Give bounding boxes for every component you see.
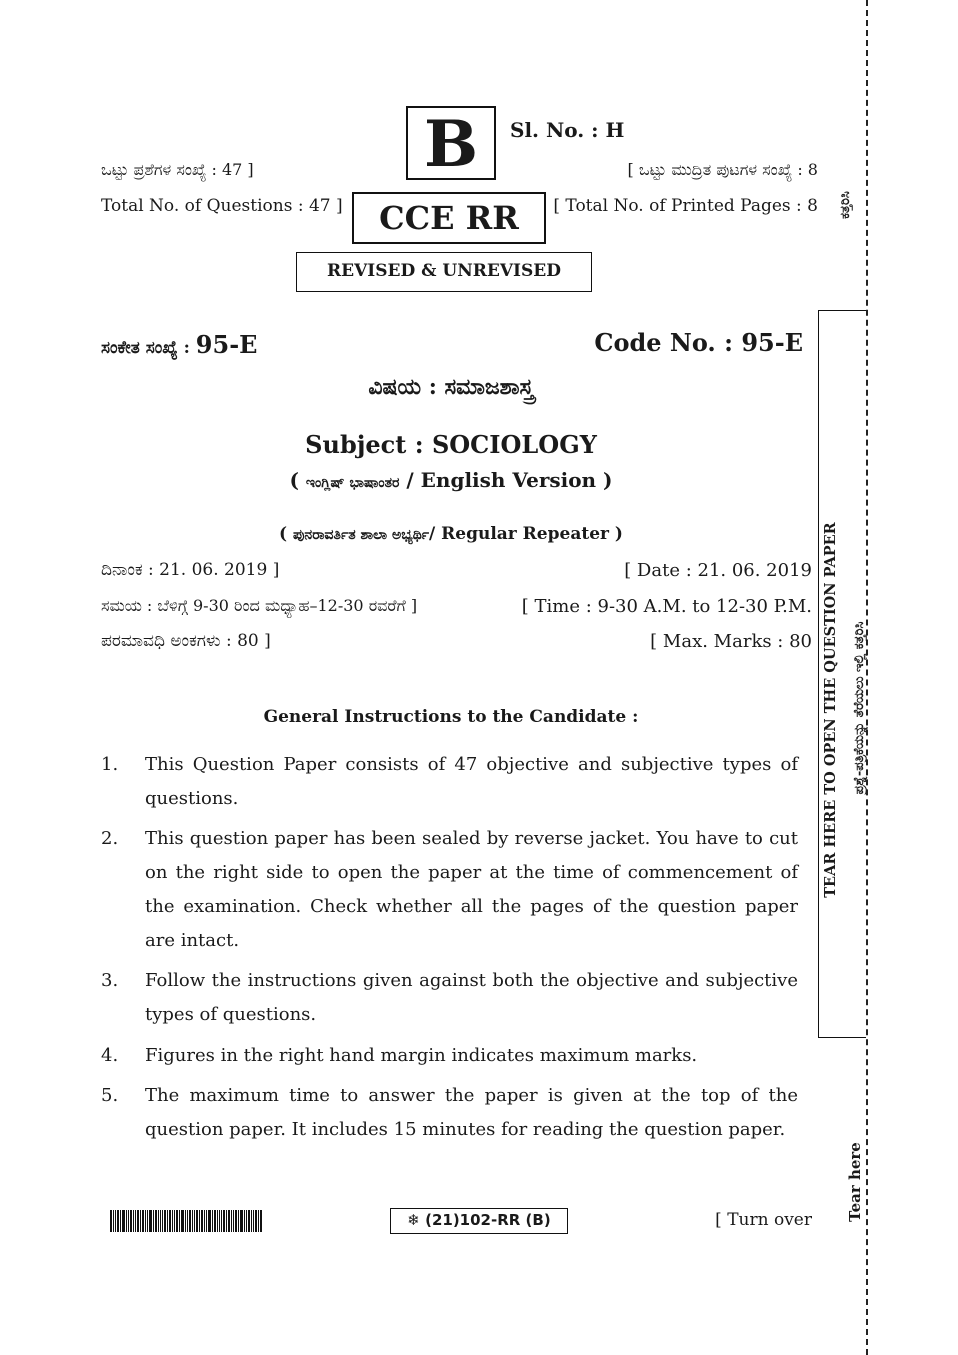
- turn-over-label: [ Turn over: [715, 1210, 812, 1230]
- max-marks-kannada: ಪರಮಾವಧಿ ಅಂಕಗಳು : 80 ]: [101, 631, 271, 651]
- printed-pages: [ Total No. of Printed Pages : 8: [553, 196, 818, 216]
- total-questions: Total No. of Questions : 47 ]: [101, 196, 343, 216]
- exam-label-box: CCE RR: [352, 192, 546, 244]
- date-kannada: ದಿನಾಂಕ : 21. 06. 2019 ]: [101, 560, 280, 580]
- instruction-item: [101, 1039, 798, 1073]
- exam-date: [ Date : 21. 06. 2019: [624, 560, 812, 581]
- tear-open-label: TEAR HERE TO OPEN THE QUESTION PAPER: [822, 522, 839, 898]
- subject-title: Subject : SOCIOLOGY: [305, 430, 597, 459]
- instruction-number: 2.: [101, 828, 119, 849]
- instruction-text: Figures in the right hand margin indicates maximum marks.: [145, 1045, 698, 1066]
- candidate-type-line: [101, 524, 801, 544]
- paper-code-box: ❄ (21)102-RR (B): [390, 1208, 568, 1234]
- version-line: [101, 468, 801, 492]
- time-kannada: ಸಮಯ : ಬೆಳಿಗ್ಗೆ 9-30 ರಿಂದ ಮಧ್ಯಾಹ–12-30 ರವರೆಗೆ ]: [101, 596, 418, 615]
- candidate-type-kannada: ಪುನರಾವರ್ತಿತ ಶಾಲಾ ಅಭ್ಯರ್ಥಿ: [293, 527, 430, 543]
- instruction-text: The maximum time to answer the paper is given at the top of the question paper. It includes 15 minutes for reading the question paper.: [145, 1085, 798, 1140]
- version-english: / English Version ): [399, 468, 613, 492]
- instruction-item: [101, 964, 798, 1032]
- version-open-paren: (: [289, 468, 306, 492]
- instruction-item: [101, 822, 798, 958]
- candidate-type-english: / Regular Repeater ): [429, 524, 623, 544]
- revision-box: REVISED & UNREVISED: [296, 252, 592, 292]
- instruction-item: [101, 748, 798, 816]
- instruction-number: 5.: [101, 1085, 119, 1106]
- serial-number: Sl. No. : H: [510, 118, 625, 142]
- instruction-text: This Question Paper consists of 47 objective and subjective types of questions.: [145, 754, 798, 809]
- tear-top-label-kannada: ಕತ್ತರಿಸಿ: [838, 191, 853, 219]
- instruction-item: [101, 1079, 798, 1147]
- candidate-open-paren: (: [279, 524, 294, 544]
- barcode: [110, 1210, 283, 1232]
- instruction-text: This question paper has been sealed by reverse jacket. You have to cut on the right side to open the paper at the time of commencement of the examination. Check whether all the pages of the question paper are intact.: [145, 828, 798, 951]
- tear-open-label-kannada: ಪ್ರಶ್ನೆ-ಪತ್ರಿಕೆಯನ್ನು ತೆರೆಯಲು ಇಲ್ಲಿ ಕತ್ತರಿಸಿ: [852, 621, 867, 795]
- exam-time: [ Time : 9-30 A.M. to 12-30 P.M.: [521, 596, 812, 617]
- instructions-heading: General Instructions to the Candidate :: [263, 707, 639, 727]
- instruction-text: Follow the instructions given against both the objective and subjective types of questions.: [145, 970, 798, 1025]
- code-number-kannada: [101, 330, 257, 359]
- series-box: B: [406, 106, 496, 180]
- version-kannada: ಇಂಗ್ಲಿಷ್ ಭಾಷಾಂತರ: [305, 475, 400, 491]
- instruction-number: 1.: [101, 754, 119, 775]
- code-number: Code No. : 95-E: [594, 328, 803, 357]
- code-value-kannada: 95-E: [195, 330, 258, 359]
- printed-pages-kannada: [ ಒಟ್ಟು ಮುದ್ರಿತ ಪುಟಗಳ ಸಂಖ್ಯೆ : 8: [627, 160, 818, 179]
- tear-here-label: Tear here: [846, 1142, 864, 1222]
- code-label-kannada: ಸಂಕೇತ ಸಂಖ್ಯೆ :: [101, 338, 190, 358]
- instruction-number: 3.: [101, 970, 119, 991]
- subject-kannada: ವಿಷಯ : ಸಮಾಜಶಾಸ್ತ್ರ: [368, 374, 534, 400]
- total-questions-kannada: ಒಟ್ಟು ಪ್ರಶೆಗಳ ಸಂಖ್ಯೆ : 47 ]: [101, 160, 254, 179]
- instruction-number: 4.: [101, 1045, 119, 1066]
- max-marks: [ Max. Marks : 80: [650, 631, 812, 652]
